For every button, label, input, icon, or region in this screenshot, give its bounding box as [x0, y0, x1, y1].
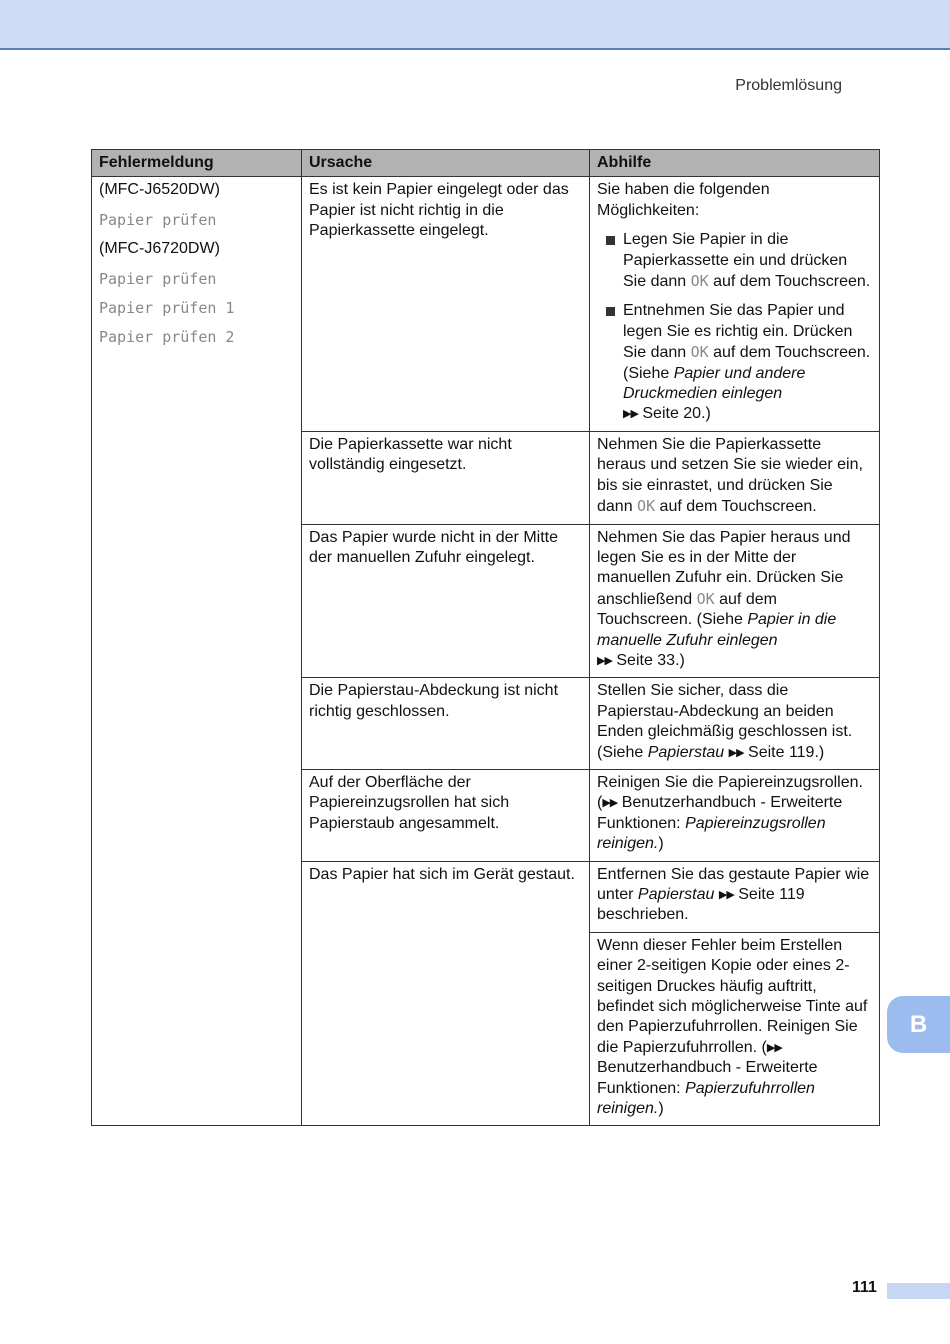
double-arrow-icon: ▶▶: [766, 1041, 782, 1054]
header-error-message: Fehlermeldung: [92, 150, 302, 177]
remedy-text: auf dem Touchscreen.: [708, 273, 871, 291]
remedy-text: Entnehmen Sie das Papier und legen Sie es richtig ein. Drücken Sie dann: [623, 302, 853, 362]
remedy-text: Reinigen Sie die Papiereinzugsrollen. (: [597, 773, 863, 812]
remedy-cell: [590, 932, 880, 1126]
remedy-text: auf dem Touchscreen.: [655, 498, 817, 516]
remedy-cell: [590, 431, 880, 524]
page-number: 111: [852, 1279, 877, 1296]
top-band: [0, 0, 950, 50]
reference-title: Papiereinzugsrollen reinigen.: [597, 814, 826, 853]
remedy-cell: [590, 177, 880, 431]
double-arrow-icon: ▶▶: [718, 889, 734, 901]
header-cause: Ursache: [302, 150, 590, 177]
reference-title: Papierzufuhrrollen reinigen.: [597, 1079, 815, 1118]
remedy-text: Nehmen Sie das Papier heraus und legen Sie es in der Mitte der manuellen Zufuhr ein. Drücken Sie anschließend: [597, 528, 851, 608]
model-label: (MFC-J6520DW): [99, 181, 220, 199]
remedy-cell: [590, 769, 880, 861]
remedy-text: Nehmen Sie die Papierkassette heraus und setzen Sie sie wieder ein, bis sie einrastet, und drücken Sie dann: [597, 435, 863, 516]
reference-title: Papierstau: [637, 886, 715, 903]
ok-key: OK: [690, 343, 709, 362]
page-reference: Seite 119 beschrieben.: [597, 886, 805, 924]
error-code: Papier prüfen 1: [99, 299, 235, 318]
remedy-text: Legen Sie Papier in die Papierkassette ein und drücken Sie dann: [623, 231, 848, 291]
error-code: Papier prüfen: [99, 269, 217, 288]
table-header-row: [92, 150, 880, 177]
cause-cell: Es ist kein Papier eingelegt oder das Papier ist nicht richtig in die Papierkassette eingelegt.: [302, 177, 590, 431]
remedy-text: Benutzerhandbuch - Erweiterte Funktionen:: [597, 794, 843, 832]
footer-bar: [887, 1283, 950, 1299]
remedy-text: auf dem Touchscreen. (Siehe: [597, 590, 777, 629]
error-message-cell: [92, 177, 302, 1126]
reference-title: Papierstau: [647, 743, 725, 761]
remedy-cell: [590, 524, 880, 678]
cause-cell: Das Papier wurde nicht in der Mitte der manuellen Zufuhr eingelegt.: [302, 524, 590, 678]
remedy-text: ): [658, 835, 664, 853]
double-arrow-icon: ▶▶: [602, 797, 618, 810]
remedy-text: auf dem Touchscreen. (Siehe: [623, 344, 871, 382]
reference-title: Papier und andere Druckmedien einlegen: [623, 364, 806, 403]
double-arrow-icon: ▶▶: [597, 654, 612, 667]
double-arrow-icon: ▶▶: [623, 408, 638, 421]
remedy-bullet: [597, 301, 872, 424]
header-remedy: Abhilfe: [590, 150, 880, 177]
troubleshooting-table: [91, 149, 880, 1126]
model-label: (MFC-J6720DW): [99, 240, 220, 258]
cause-cell: Auf der Oberfläche der Papiereinzugsrollen hat sich Papierstaub angesammelt.: [302, 769, 590, 861]
remedy-intro: Sie haben die folgenden Möglichkeiten:: [597, 181, 770, 219]
cause-cell: Die Papierkassette war nicht vollständig eingesetzt.: [302, 431, 590, 524]
error-code: Papier prüfen 2: [99, 328, 235, 347]
remedy-text: Benutzerhandbuch - Erweiterte Funktionen:: [597, 1059, 818, 1097]
remedy-cell: [590, 678, 880, 770]
double-arrow-icon: ▶▶: [728, 746, 744, 759]
square-bullet-icon: [606, 307, 615, 316]
page-reference: Seite 33.): [611, 651, 685, 669]
cause-cell: Die Papierstau-Abdeckung ist nicht richtig geschlossen.: [302, 678, 590, 770]
ok-key: OK: [696, 589, 715, 608]
remedy-text: Stellen Sie sicher, dass die Papierstau-Abdeckung an beiden Enden gleichmäßig geschlossen ist. (Siehe: [597, 682, 853, 761]
page-reference: Seite 20.): [637, 405, 711, 423]
table-row: [92, 177, 880, 431]
error-code: Papier prüfen: [99, 210, 217, 229]
ok-key: OK: [690, 272, 709, 291]
remedy-text: Entfernen Sie das gestaute Papier wie unter: [597, 865, 870, 903]
reference-title: Papier in die manuelle Zufuhr einlegen: [597, 611, 837, 649]
square-bullet-icon: [606, 236, 615, 245]
ok-key: OK: [637, 497, 656, 516]
cause-cell: Das Papier hat sich im Gerät gestaut.: [302, 861, 590, 1126]
page-reference: Seite 119.): [743, 743, 825, 761]
section-title: Problemlösung: [735, 77, 842, 94]
remedy-text: ): [658, 1100, 664, 1118]
remedy-cell: [590, 861, 880, 932]
remedy-bullet: [597, 230, 872, 292]
chapter-tab: B: [887, 996, 950, 1053]
remedy-text: Wenn dieser Fehler beim Erstellen einer 2-seitigen Kopie oder eines 2-seitigen Druckes häufig auftritt, befindet sich möglicherweise Tinte auf den Papierzufuhrrollen. Reinigen Sie die Papierzufuhrrollen. (: [597, 936, 868, 1056]
